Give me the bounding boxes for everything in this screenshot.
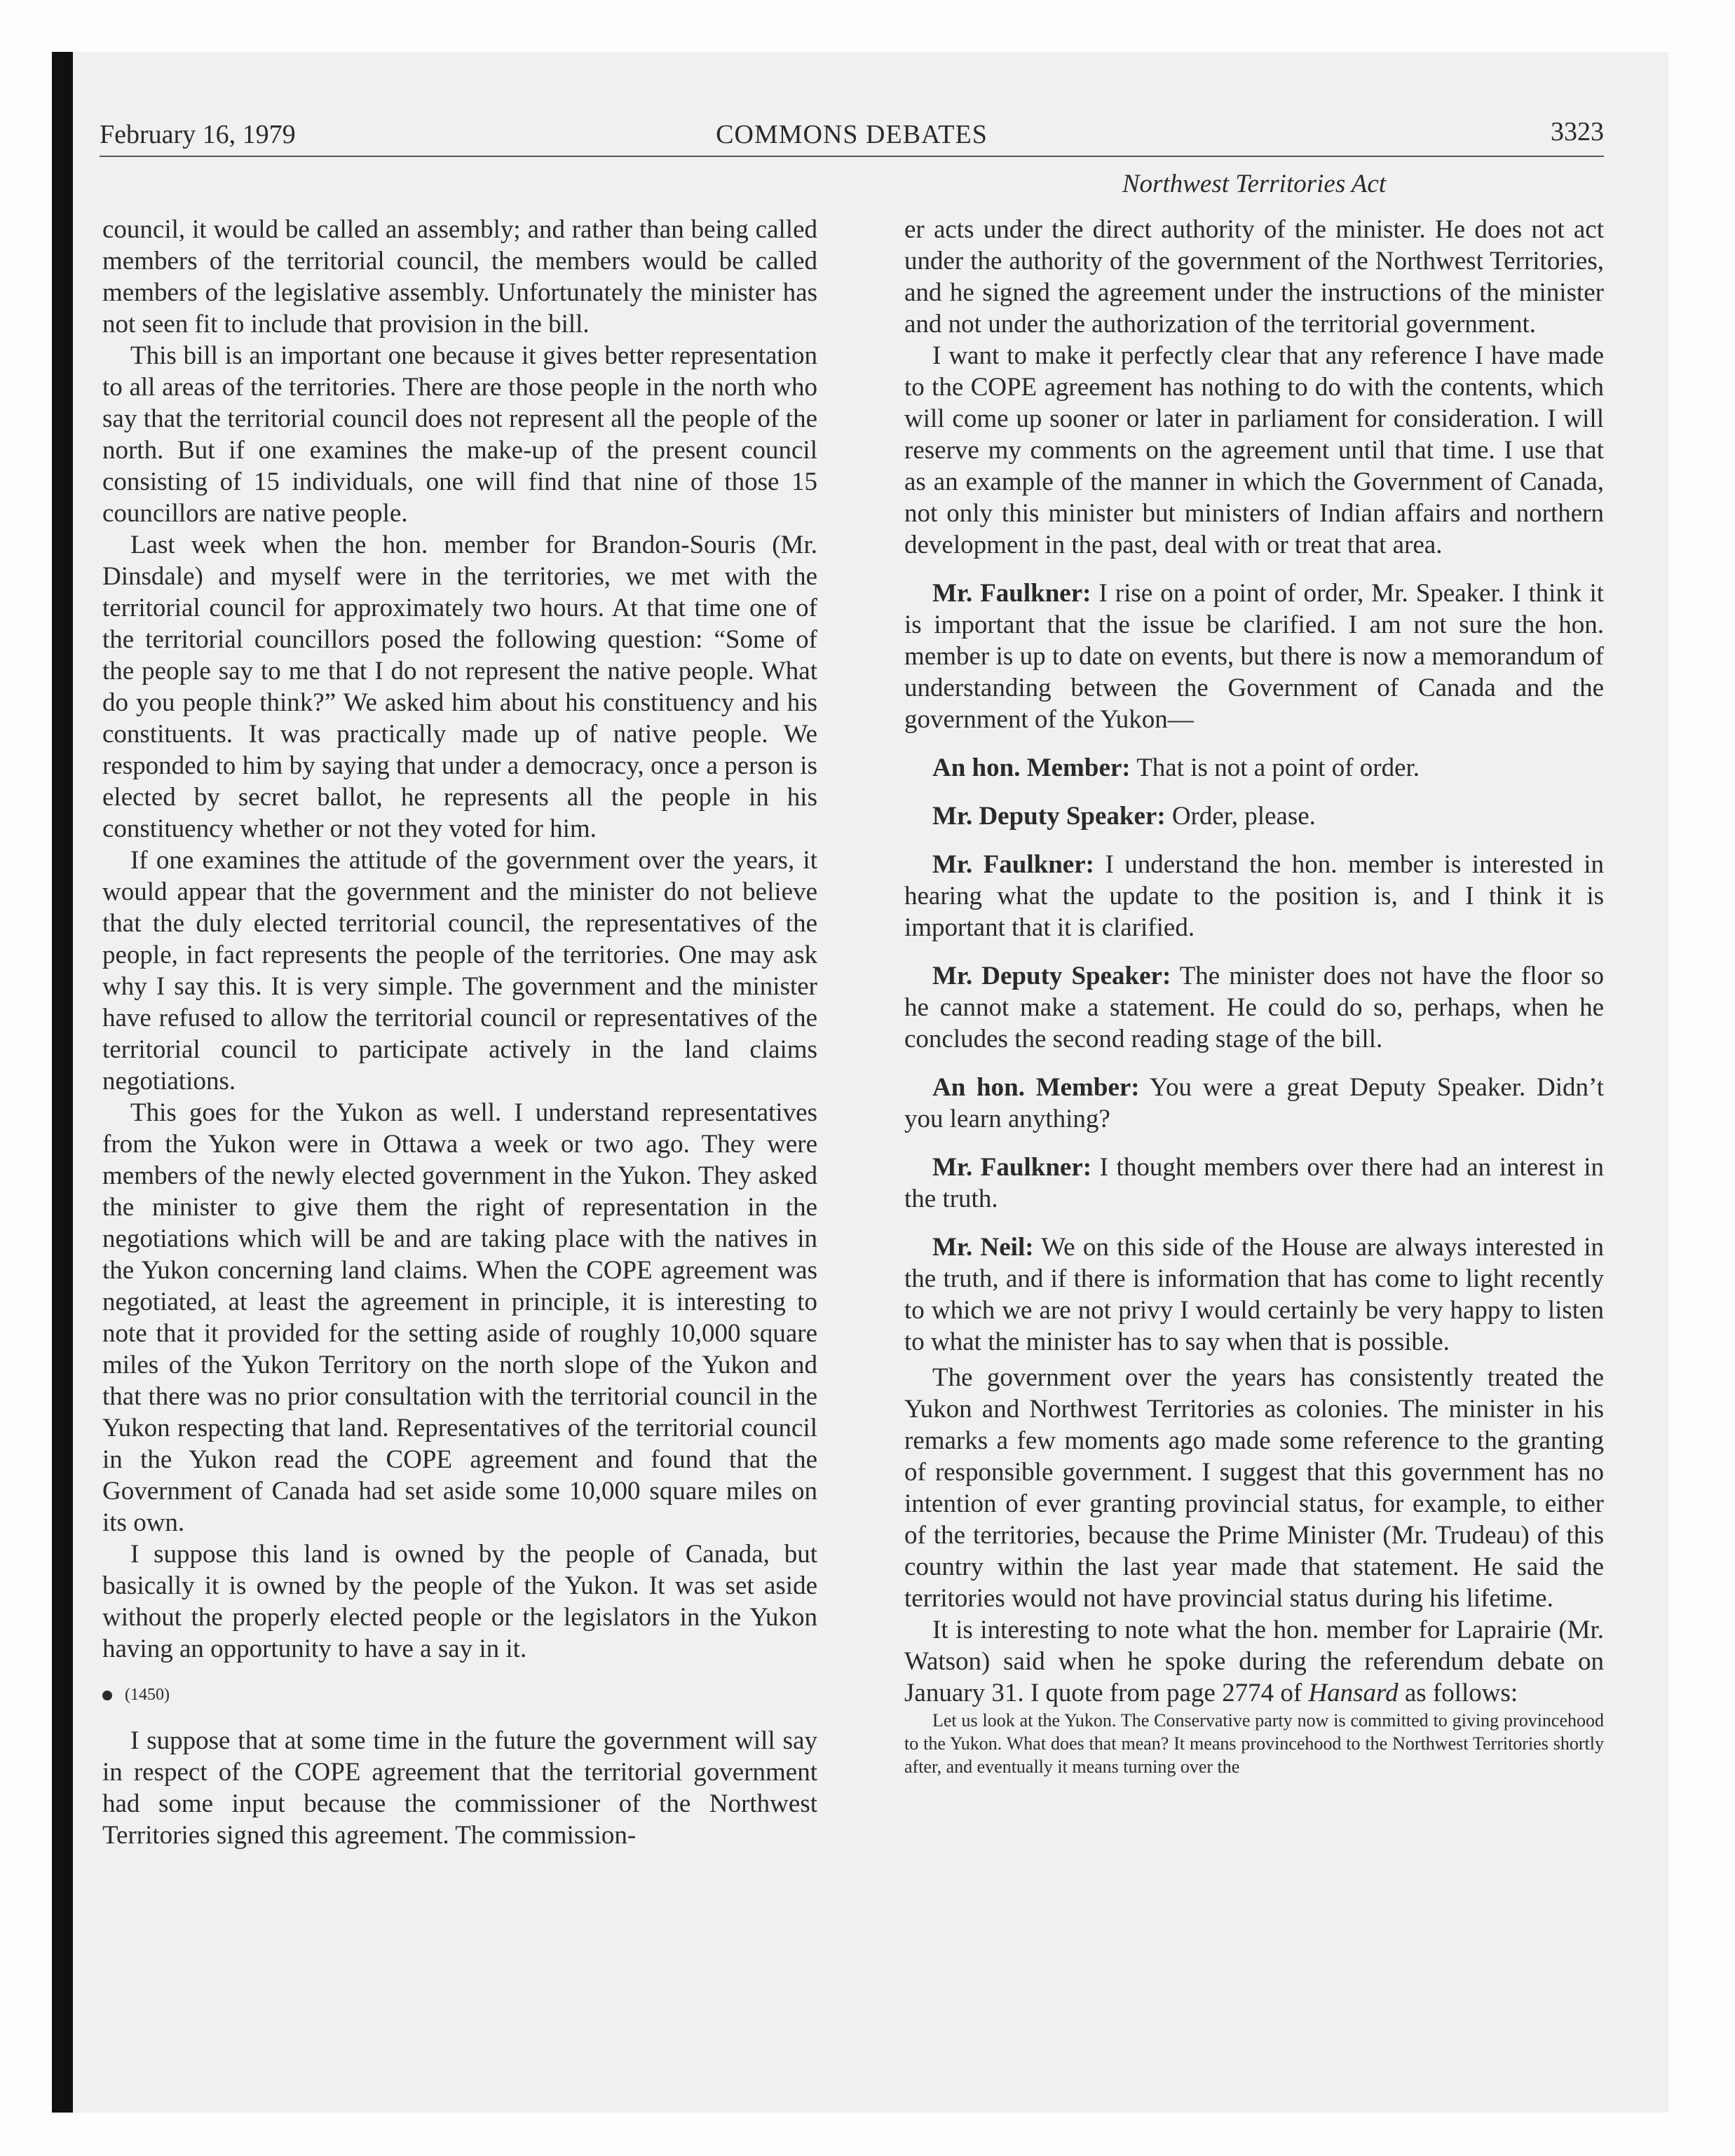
speaker-name: Mr. Faulkner: [932,1153,1092,1182]
speaker-name: An hon. Member: [932,1073,1140,1102]
speech-text: You were a great Deputy Speaker. Didn’t you learn anything? [904,1073,1604,1133]
speech-text: I thought members over there had an interest in the truth. [904,1153,1604,1213]
speech-text: Order, please. [1165,802,1316,831]
paragraph: This bill is an important one because it gives better representation to all areas of the territories. There are those people in the north who say that the territorial council does not represent all the people of the north. But if one examines the make-up of the present council consisting of 15 individuals, one will find that nine of those 15 councillors are native people. [102,341,817,528]
paragraph: The government over the years has consistently treated the Yukon and Northwest Territories as colonies. The minister in his remarks a few moments ago made some reference to the granting of responsible government. I suggest that this government has no intention of ever granting provincial status, for example, to either of the territories, because the Prime Minister (Mr. Trudeau) of this country within the last year made that statement. He said the territories would not have provincial status during his lifetime. [904,1363,1604,1613]
speaker-name: Mr. Faulkner: [932,850,1094,879]
paragraph [904,1614,1604,1709]
page-number: 3323 [1551,117,1604,146]
paragraph: I suppose this land is owned by the people of Canada, but basically it is owned by the people of the Yukon. It was set aside without the properly elected people or the legislators in the Yukon having an opportunity to have a say in it. [102,1540,817,1663]
paragraph-text: as follows: [1398,1679,1518,1707]
paragraph: I suppose that at some time in the future the government will say in respect of the COPE agreement that the territorial government had some input because the commissioner of the Northwest Territories signed this agreement. The commission- [102,1726,817,1850]
speech [904,578,1604,735]
paragraph-text: It is interesting to note what the hon. member for Laprairie (Mr. Watson) said when he spoke during the referendum debate on January 31. I quote from page 2774 of [904,1616,1604,1707]
hansard-title: Hansard [1308,1679,1399,1707]
paragraph: Last week when the hon. member for Brandon-Souris (Mr. Dinsdale) and myself were in the territories, we met with the territorial council for approximately two hours. At that time one of the territorial councillors posed the following question: “Some of the people say to me that I do not represent the native people. What do you people think?” We asked him about his constituency and his constituents. It was practically made up of native people. We responded to him by saying that under a democracy, once a person is elected by secret ballot, he represents all the people in his constituency whether or not they voted for him. [102,531,817,843]
speech [904,849,1604,943]
paragraph: er acts under the direct authority of the minister. He does not act under the authority of the government of the Northwest Territories, and he signed the agreement under the instructions of the minister and not under the authorization of the territorial government. [904,215,1604,339]
section-title: Northwest Territories Act [1122,170,1387,198]
speech-text: That is not a point of order. [1130,753,1420,782]
paragraph: This goes for the Yukon as well. I understand representatives from the Yukon were in Ottawa a week or two ago. They were members of the newly elected government in the Yukon. They asked the minister to give them the right of representation in the negotiations which will be and are taking place with the natives in the Yukon concerning land claims. When the COPE agreement was negotiated, at least the agreement in principle, it is interesting to note that it provided for the setting aside of roughly 10,000 square miles of the Yukon Territory on the north slope of the Yukon and that there was no prior consultation with the territorial council in the Yukon respecting that land. Representatives of the territorial council in the Yukon read the COPE agreement and found that the Government of Canada had set aside some 10,000 square miles on its own. [102,1098,817,1537]
speech [904,960,1604,1055]
speaker-name: Mr. Neil: [932,1233,1034,1262]
right-column [904,214,1604,1778]
scan-edge [52,52,73,2113]
speaker-name: Mr. Faulkner: [932,579,1091,608]
time-marker [102,1683,817,1707]
left-column [102,214,817,1851]
speaker-name: An hon. Member: [932,753,1131,782]
speech [904,1231,1604,1358]
speech-text: The minister does not have the floor so he cannot make a statement. He could do so, perhaps, when he concludes the second reading stage of the bill. [904,962,1604,1053]
header-publication: COMMONS DEBATES [716,120,988,149]
bullet-icon [102,1691,112,1700]
paragraph: I want to make it perfectly clear that any reference I have made to the COPE agreement has nothing to do with the contents, which will come up sooner or later in parliament for consideration. I will reserve my comments on the agreement until that time. I use that as an example of the manner in which the Government of Canada, not only this minister but ministers of Indian affairs and northern development in the past, deal with or treat that area. [904,341,1604,559]
paragraph: council, it would be called an assembly; and rather than being called members of the territorial council, the members would be called members of the legislative assembly. Unfortunately the minister has not seen fit to include that provision in the bill. [102,215,817,339]
block-quote: Let us look at the Yukon. The Conservative party now is committed to giving provincehood to the Yukon. What does that mean? It means provincehood to the Northwest Territories shortly after, and eventually it means turning over the [904,1710,1604,1777]
speech-text: We on this side of the House are always interested in the truth, and if there is information that has come to light recently to which we are not privy I would certainly be very happy to listen to what the minister has to say when that is possible. [904,1233,1604,1356]
running-header [100,119,1604,157]
speech [904,1152,1604,1215]
speech [904,1072,1604,1135]
speech [904,752,1604,784]
header-date: February 16, 1979 [100,120,296,149]
speech-text: I understand the hon. member is interested in hearing what the update to the position is, and I think it is important that it is clarified. [904,850,1604,942]
speaker-name: Mr. Deputy Speaker: [932,962,1171,990]
time-marker-label: (1450) [125,1686,170,1704]
speaker-name: Mr. Deputy Speaker: [932,802,1166,831]
speech [904,800,1604,832]
paragraph: If one examines the attitude of the government over the years, it would appear that the government and the minister do not believe that the duly elected territorial council, the representatives of the people, in fact represents the people of the territories. One may ask why I say this. It is very simple. The government and the minister have refused to allow the territorial council or representatives of the territorial council to participate actively in the land claims negotiations. [102,846,817,1096]
speech-text: I rise on a point of order, Mr. Speaker. I think it is important that the issue be clarified. I am not sure the hon. member is up to date on events, but there is now a memorandum of understanding between the Government of Canada and the government of the Yukon— [904,579,1605,734]
